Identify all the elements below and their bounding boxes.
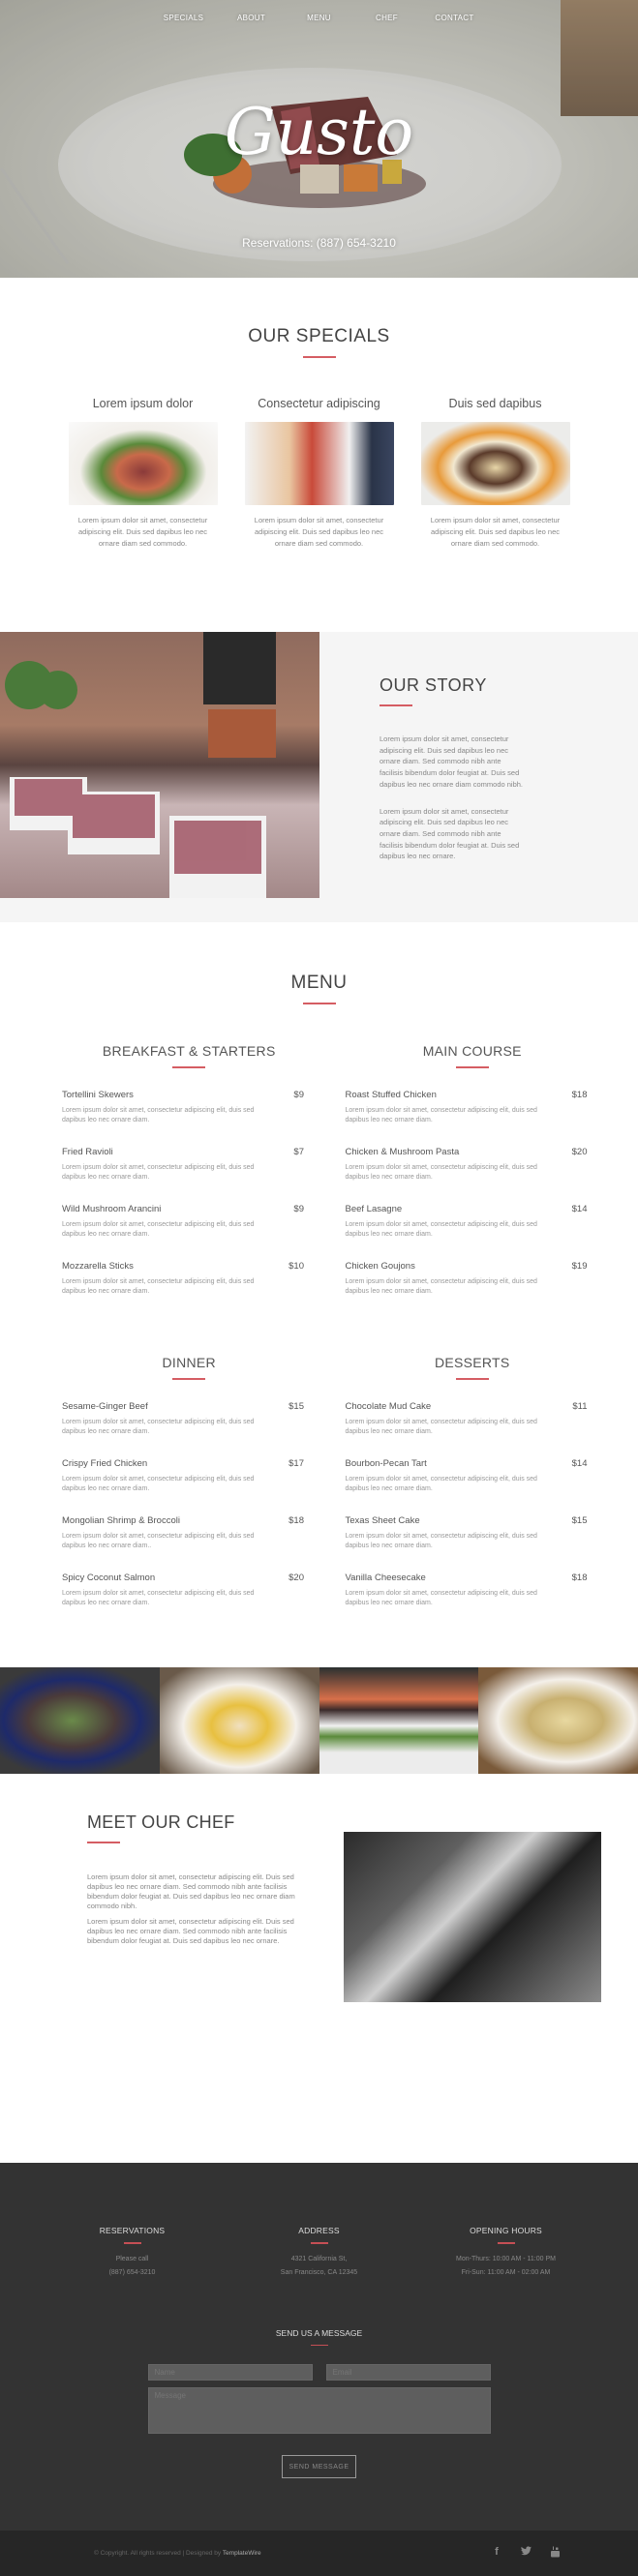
menu-item bbox=[346, 1090, 588, 1125]
item-price: $17 bbox=[289, 1458, 304, 1469]
menu-item bbox=[62, 1401, 304, 1437]
chef-paragraph: Lorem ipsum dolor sit amet, consectetur adipiscing elit. Duis sed dapibus leo nec ornare diam. Sed commodo nibh ante facilisis bibendum dolor feugiat at. Duis sed dapibus leo nec ornare diam commodo nibh. bbox=[87, 1872, 295, 1910]
item-desc: Lorem ipsum dolor sit amet, consectetur adipiscing elit, duis sed dapibus leo nec ornare diam. bbox=[62, 1476, 255, 1492]
item-desc: Lorem ipsum dolor sit amet, consectetur adipiscing elit, duis sed dapibus leo nec ornare diam. bbox=[345, 1419, 537, 1435]
specials-cards bbox=[0, 397, 638, 550]
item-price: $14 bbox=[571, 1204, 588, 1214]
gallery-image-plate bbox=[160, 1667, 319, 1774]
facebook-icon[interactable]: f bbox=[495, 2546, 499, 2558]
item-name: Mozzarella Sticks bbox=[62, 1261, 134, 1272]
menu-item bbox=[346, 1573, 588, 1608]
special-image bbox=[421, 422, 570, 505]
item-name: Mongolian Shrimp & Broccoli bbox=[62, 1515, 180, 1526]
item-price: $19 bbox=[571, 1261, 588, 1272]
item-price: $7 bbox=[293, 1147, 304, 1157]
footer-line: (887) 654-3210 bbox=[108, 2268, 156, 2276]
footer-address bbox=[232, 2226, 407, 2280]
food-gallery bbox=[0, 1667, 638, 1774]
menu-item bbox=[346, 1401, 588, 1437]
item-price: $10 bbox=[289, 1261, 304, 1272]
story-paragraph: Lorem ipsum dolor sit amet, consectetur adipiscing elit. Duis sed dapibus leo nec ornare diam. Sed commodo nibh ante facilisis bibendum dolor feugiat at. Duis sed dapibus leo nec ornare diam commodo nibh. bbox=[380, 734, 524, 789]
item-name: Chicken & Mushroom Pasta bbox=[345, 1147, 460, 1157]
item-desc: Lorem ipsum dolor sit amet, consectetur adipiscing elit, duis sed dapibus leo nec ornare diam. bbox=[345, 1590, 537, 1606]
item-desc: Lorem ipsum dolor sit amet, consectetur adipiscing elit, duis sed dapibus leo nec ornare diam. bbox=[62, 1221, 255, 1238]
brand-logo: Gusto bbox=[224, 95, 414, 169]
story-section bbox=[0, 632, 638, 922]
menu-grid bbox=[0, 1043, 638, 1630]
category-title: BREAKFAST & STARTERS bbox=[102, 1043, 276, 1059]
item-price: $11 bbox=[572, 1401, 588, 1412]
section-title: OUR SPECIALS bbox=[248, 326, 390, 346]
contact-form bbox=[148, 2364, 491, 2478]
chef-paragraph: Lorem ipsum dolor sit amet, consectetur adipiscing elit. Duis sed dapibus leo nec ornare diam. Sed commodo nibh ante facilisis bibendum dolor feugiat at. Duis sed dapibus leo nec ornare. bbox=[87, 1917, 294, 1945]
nav-chef[interactable]: CHEF bbox=[376, 14, 398, 22]
item-desc: Lorem ipsum dolor sit amet, consectetur adipiscing elit, duis sed dapibus leo nec ornare diam. bbox=[62, 1164, 255, 1181]
category-title: DESSERTS bbox=[434, 1355, 510, 1370]
footer-col-title: OPENING HOURS bbox=[470, 2226, 542, 2235]
menu-category-desserts bbox=[346, 1355, 600, 1630]
nav-menu[interactable]: MENU bbox=[307, 14, 331, 22]
footer-line: San Francisco, CA 12345 bbox=[280, 2268, 358, 2276]
story-content bbox=[319, 632, 638, 922]
special-title: Lorem ipsum dolor bbox=[92, 397, 194, 410]
item-name: Spicy Coconut Salmon bbox=[62, 1573, 156, 1583]
item-name: Sesame-Ginger Beef bbox=[62, 1401, 148, 1412]
item-desc: Lorem ipsum dolor sit amet, consectetur adipiscing elit, duis sed dapibus leo nec ornare diam. bbox=[62, 1107, 255, 1123]
copyright-text: © Copyright. All rights reserved | Designed by bbox=[94, 2550, 222, 2557]
item-name: Wild Mushroom Arancini bbox=[62, 1204, 162, 1214]
copyright bbox=[94, 2550, 261, 2557]
item-desc: Lorem ipsum dolor sit amet, consectetur adipiscing elit, duis sed dapibus leo nec ornare diam. bbox=[345, 1533, 537, 1549]
item-price: $18 bbox=[571, 1573, 588, 1583]
message-title: SEND US A MESSAGE bbox=[275, 2327, 363, 2338]
item-price: $9 bbox=[293, 1090, 304, 1100]
chef-title: MEET OUR CHEF bbox=[87, 1812, 235, 1832]
item-name: Chocolate Mud Cake bbox=[345, 1401, 432, 1412]
item-desc: Lorem ipsum dolor sit amet, consectetur adipiscing elit, duis sed dapibus leo nec ornare diam. bbox=[345, 1278, 537, 1295]
menu-item bbox=[62, 1573, 304, 1608]
message-section bbox=[0, 2328, 638, 2347]
item-price: $15 bbox=[289, 1401, 304, 1412]
menu-item bbox=[62, 1090, 304, 1125]
item-name: Fried Ravioli bbox=[62, 1147, 113, 1157]
gallery-image-pasta bbox=[478, 1667, 638, 1774]
menu-item bbox=[346, 1147, 588, 1183]
bottom-bar bbox=[0, 2531, 638, 2576]
item-price: $14 bbox=[571, 1458, 588, 1469]
story-paragraph: Lorem ipsum dolor sit amet, consectetur adipiscing elit. Duis sed dapibus leo nec ornare diam. Sed commodo nibh ante facilisis bibendum dolor feugiat at. Duis sed dapibus leo nec ornare. bbox=[380, 806, 520, 861]
title-divider bbox=[87, 1842, 120, 1843]
special-text: Lorem ipsum dolor sit amet, consectetur adipiscing elit. Duis sed dapibus leo nec ornare diam sed commodo. bbox=[254, 516, 384, 548]
menu-category-dinner bbox=[62, 1355, 317, 1630]
footer-info bbox=[0, 2226, 638, 2280]
menu-item bbox=[346, 1458, 588, 1494]
special-card bbox=[69, 397, 218, 550]
title-divider bbox=[311, 2345, 328, 2347]
footer-reservations bbox=[46, 2226, 220, 2280]
footer-col-title: RESERVATIONS bbox=[99, 2226, 166, 2235]
nav-about[interactable]: ABOUT bbox=[236, 14, 266, 22]
item-desc: Lorem ipsum dolor sit amet, consectetur adipiscing elit, duis sed dapibus leo nec ornare diam. bbox=[345, 1107, 537, 1123]
item-price: $15 bbox=[571, 1515, 588, 1526]
restaurant-image bbox=[0, 632, 319, 898]
title-divider bbox=[124, 2242, 141, 2244]
item-desc: Lorem ipsum dolor sit amet, consectetur adipiscing elit, duis sed dapibus leo nec ornare diam. bbox=[345, 1164, 537, 1181]
email-input[interactable] bbox=[326, 2364, 491, 2381]
menu-item bbox=[346, 1204, 588, 1240]
title-divider bbox=[380, 704, 412, 706]
name-input[interactable] bbox=[148, 2364, 313, 2381]
title-divider bbox=[456, 1066, 489, 1068]
item-name: Beef Lasagne bbox=[345, 1204, 403, 1214]
menu-item bbox=[62, 1147, 304, 1183]
footer-line: 4321 California St, bbox=[290, 2255, 348, 2262]
youtube-icon[interactable] bbox=[549, 2546, 561, 2561]
main-nav bbox=[0, 14, 638, 22]
gallery-image-salad bbox=[0, 1667, 160, 1774]
chef-photo bbox=[344, 1832, 601, 2002]
special-card bbox=[421, 397, 570, 550]
section-title: MENU bbox=[290, 973, 348, 993]
item-name: Texas Sheet Cake bbox=[345, 1515, 420, 1526]
item-price: $18 bbox=[289, 1515, 304, 1526]
special-image bbox=[245, 422, 394, 505]
title-divider bbox=[498, 2242, 515, 2244]
item-desc: Lorem ipsum dolor sit amet, consectetur adipiscing elit, duis sed dapibus leo nec ornare diam. bbox=[345, 1221, 537, 1238]
item-desc: Lorem ipsum dolor sit amet, consectetur adipiscing elit, duis sed dapibus leo nec ornare diam.. bbox=[62, 1533, 255, 1549]
item-desc: Lorem ipsum dolor sit amet, consectetur adipiscing elit, duis sed dapibus leo nec ornare diam. bbox=[62, 1419, 255, 1435]
special-text: Lorem ipsum dolor sit amet, consectetur adipiscing elit. Duis sed dapibus leo nec ornare diam sed commodo. bbox=[430, 516, 561, 548]
story-title: OUR STORY bbox=[380, 675, 487, 695]
item-price: $20 bbox=[289, 1573, 304, 1583]
title-divider bbox=[172, 1066, 205, 1068]
special-text: Lorem ipsum dolor sit amet, consectetur adipiscing elit. Duis sed dapibus leo nec ornare diam sed commodo. bbox=[77, 516, 208, 548]
twitter-icon[interactable] bbox=[520, 2546, 532, 2561]
title-divider bbox=[303, 356, 336, 358]
specials-section bbox=[0, 278, 638, 632]
menu-item bbox=[62, 1458, 304, 1494]
item-price: $20 bbox=[571, 1147, 588, 1157]
footer-line: Fri-Sun: 11:00 AM - 02:00 AM bbox=[461, 2268, 551, 2276]
item-desc: Lorem ipsum dolor sit amet, consectetur adipiscing elit, duis sed dapibus leo nec ornare diam. bbox=[345, 1476, 537, 1492]
nav-specials[interactable]: SPECIALS bbox=[163, 14, 204, 22]
menu-item bbox=[62, 1204, 304, 1240]
title-divider bbox=[172, 1378, 205, 1380]
designer-link[interactable]: TemplateWire bbox=[222, 2550, 261, 2557]
item-name: Crispy Fried Chicken bbox=[62, 1458, 148, 1469]
footer-col-title: ADDRESS bbox=[298, 2226, 340, 2235]
item-name: Roast Stuffed Chicken bbox=[345, 1090, 437, 1100]
category-title: DINNER bbox=[162, 1355, 216, 1370]
menu-section bbox=[0, 922, 638, 1667]
item-name: Tortellini Skewers bbox=[62, 1090, 134, 1100]
message-input[interactable] bbox=[148, 2387, 491, 2434]
item-desc: Lorem ipsum dolor sit amet, consectetur adipiscing elit, duis sed dapibus leo nec ornare diam. bbox=[62, 1590, 255, 1606]
special-title: Duis sed dapibus bbox=[448, 397, 542, 410]
special-card bbox=[245, 397, 394, 550]
footer-line: Mon-Thurs: 10:00 AM - 11:00 PM bbox=[456, 2255, 556, 2262]
item-price: $18 bbox=[571, 1090, 588, 1100]
title-divider bbox=[311, 2242, 328, 2244]
contact-footer bbox=[0, 2163, 638, 2531]
chef-section bbox=[0, 1774, 638, 2163]
title-divider bbox=[303, 1003, 336, 1004]
item-desc: Lorem ipsum dolor sit amet, consectetur adipiscing elit, duis sed dapibus leo nec ornare diam. bbox=[62, 1278, 255, 1295]
send-message-button[interactable]: SEND MESSAGE bbox=[282, 2455, 356, 2478]
menu-category-main bbox=[346, 1043, 600, 1318]
menu-item bbox=[62, 1261, 304, 1297]
menu-item bbox=[346, 1515, 588, 1551]
footer-line: Please call bbox=[115, 2255, 149, 2262]
chef-content bbox=[87, 1812, 295, 2163]
special-title: Consectetur adipiscing bbox=[258, 397, 380, 410]
hero-section bbox=[0, 0, 638, 278]
menu-item bbox=[62, 1515, 304, 1551]
title-divider bbox=[456, 1378, 489, 1380]
category-title: MAIN COURSE bbox=[422, 1043, 522, 1059]
hero-reservations: Reservations: (887) 654-3210 bbox=[242, 236, 396, 250]
social-links bbox=[491, 2546, 561, 2561]
item-name: Bourbon-Pecan Tart bbox=[345, 1458, 427, 1469]
menu-item bbox=[346, 1261, 588, 1297]
item-name: Vanilla Cheesecake bbox=[345, 1573, 426, 1583]
footer-hours bbox=[419, 2226, 593, 2280]
gallery-image-sushi bbox=[319, 1667, 479, 1774]
menu-category-breakfast bbox=[62, 1043, 317, 1318]
item-name: Chicken Goujons bbox=[345, 1261, 415, 1272]
special-image bbox=[69, 422, 218, 505]
item-price: $9 bbox=[293, 1204, 304, 1214]
nav-contact[interactable]: CONTACT bbox=[435, 14, 474, 22]
